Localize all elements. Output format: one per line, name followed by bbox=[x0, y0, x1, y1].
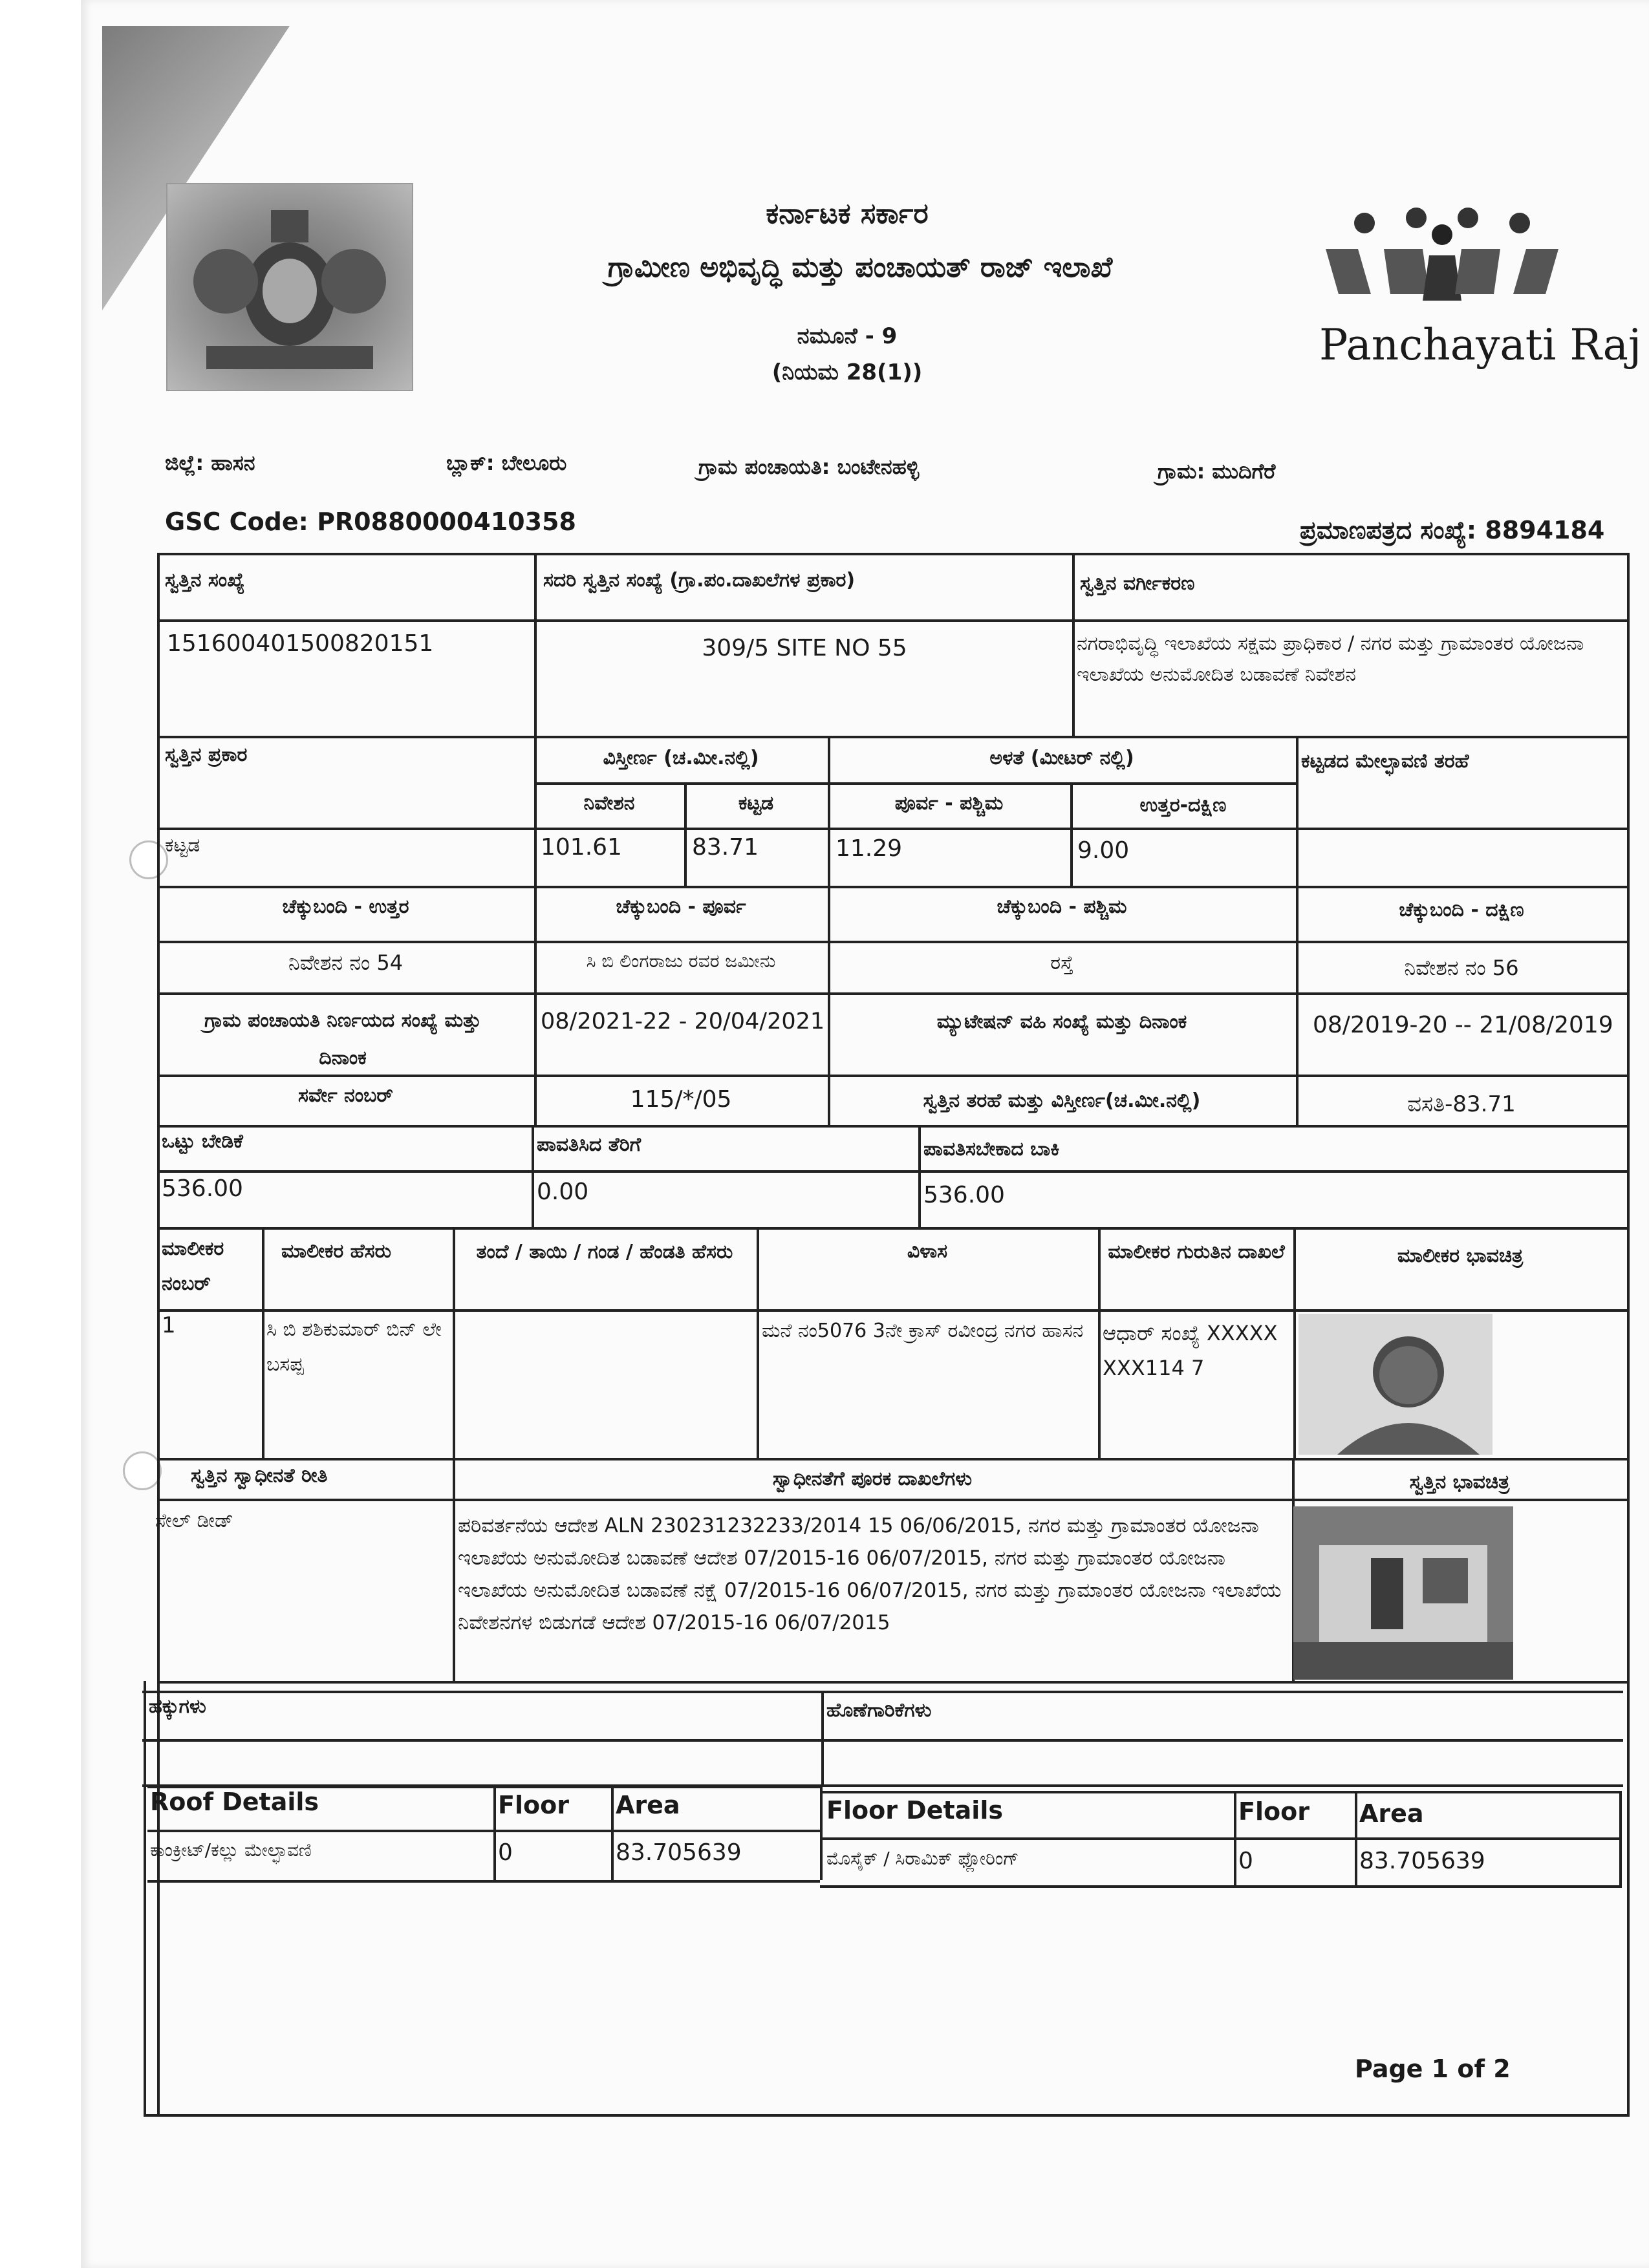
panchayati-raj-logo-text: Panchayati Raj bbox=[1319, 320, 1642, 370]
east-west-header: ಪೂರ್ವ - ಪಶ್ಚಿಮ bbox=[894, 792, 1004, 815]
page-number: Page 1 of 2 bbox=[1355, 2055, 1511, 2083]
id-proof-header: ಮಾಲೀಕರ ಗುರುತಿನ ದಾಖಲೆ bbox=[1108, 1241, 1285, 1263]
col-line bbox=[262, 1227, 264, 1458]
site-area: 101.61 bbox=[541, 834, 622, 861]
total-demand: 536.00 bbox=[162, 1175, 243, 1202]
row-line bbox=[157, 1458, 1630, 1460]
row-line bbox=[820, 1791, 1622, 1793]
village: ಗ್ರಾಮ: ಮುದಿಗೆರೆ bbox=[1158, 459, 1276, 484]
east-west-length: 11.29 bbox=[835, 835, 903, 862]
government-title: ಕರ್ನಾಟಕ ಸರ್ಕಾರ bbox=[766, 197, 929, 230]
col-line bbox=[1619, 1791, 1622, 1885]
row-line bbox=[147, 1880, 820, 1883]
owner-photo-header: ಮಾಲೀಕರ ಭಾವಚಿತ್ರ bbox=[1397, 1245, 1524, 1267]
owner-photo bbox=[1299, 1314, 1493, 1455]
department-title: ಗ್ರಾಮೀಣ ಅಭಿವೃದ್ಧಿ ಮತ್ತು ಪಂಚಾಯತ್ ರಾಜ್ ಇಲಾಖೆ bbox=[607, 251, 1113, 284]
property-id: 151600401500820151 bbox=[167, 630, 434, 657]
col-line bbox=[820, 1786, 823, 1880]
table-border-right bbox=[1627, 553, 1630, 2114]
row-line bbox=[157, 1499, 1630, 1501]
floor-details-header: Floor Details bbox=[826, 1796, 1003, 1824]
punch-hole bbox=[123, 1451, 162, 1490]
mutation-header: ಮ್ಯುಟೇಷನ್ ವಹಿ ಸಂಖ್ಯೆ ಮತ್ತು ದಿನಾಂಕ bbox=[936, 1011, 1187, 1033]
row-line bbox=[142, 1691, 1623, 1693]
owner-id-proof: ಆಧಾರ್ ಸಂಖ್ಯೆ XXXXXXXX114 7 bbox=[1103, 1321, 1278, 1380]
col-line bbox=[821, 1691, 824, 1784]
rule-number: (ನಿಯಮ 28(1)) bbox=[771, 359, 923, 385]
paid-tax: 0.00 bbox=[537, 1179, 589, 1205]
property-type-header: ಸ್ವತ್ತಿನ ಪ್ರಕಾರ bbox=[165, 744, 248, 766]
floor-area-header: Area bbox=[1359, 1799, 1424, 1828]
site-header: ನಿವೇಶನ bbox=[583, 792, 635, 815]
property-id-header: ಸ್ವತ್ತಿನ ಸಂಖ್ಯೆ bbox=[165, 569, 245, 592]
roof-type: ಕಾಂಕ್ರೀಟ್/ಕಲ್ಲು ಮೇಲ್ಛಾವಣಿ bbox=[150, 1839, 312, 1861]
row-line bbox=[157, 1681, 1630, 1684]
gram-panchayat: ಗ್ರಾಮ ಪಂಚಾಯತಿ: ಬಂಟೇನಹಳ್ಳಿ bbox=[698, 455, 920, 479]
west-boundary-header: ಚೆಕ್ಕುಬಂದಿ - ಪಶ್ಚಿಮ bbox=[997, 895, 1127, 918]
row-line bbox=[157, 1170, 1630, 1173]
sadari-number: 309/5 SITE NO 55 bbox=[702, 635, 907, 661]
col-line bbox=[493, 1786, 496, 1880]
row-line bbox=[142, 1739, 1623, 1742]
form-number: ನಮೂನೆ - 9 bbox=[797, 323, 898, 349]
south-boundary: ನಿವೇಶನ ನಂ 56 bbox=[1404, 956, 1519, 980]
col-line bbox=[611, 1786, 614, 1880]
certificate-number: ಪ್ರಮಾಣಪತ್ರದ ಸಂಖ್ಯೆ: 8894184 bbox=[1300, 516, 1605, 544]
block: ಬ್ಲಾಕ್: ಬೇಲೂರು bbox=[446, 451, 567, 475]
owner-name-header: ಮಾಲೀಕರ ಹೆಸರು bbox=[281, 1240, 392, 1263]
supporting-docs-header: ಸ್ವಾಧೀನತೆಗೆ ಪೂರಕ ದಾಖಲೆಗಳು bbox=[772, 1468, 973, 1490]
acquisition-mode: ಸೇಲ್ ಡೀಡ್ bbox=[155, 1510, 233, 1532]
classification-header: ಸ್ವತ್ತಿನ ವರ್ಗೀಕರಣ bbox=[1080, 572, 1195, 595]
building-header: ಕಟ್ಟಡ bbox=[738, 792, 774, 815]
district: ಜಿಲ್ಲೆ: ಹಾಸನ bbox=[165, 451, 255, 475]
due-balance: 536.00 bbox=[923, 1182, 1005, 1208]
south-boundary-header: ಚೆಕ್ಕುಬಂದಿ - ದಕ್ಷಿಣ bbox=[1399, 899, 1524, 921]
property-photo-header: ಸ್ವತ್ತಿನ ಭಾವಚಿತ್ರ bbox=[1409, 1471, 1510, 1493]
row-line bbox=[157, 886, 1630, 888]
karnataka-emblem-icon bbox=[166, 183, 413, 391]
owner-number-header: ಮಾಲೀಕರ ನಂಬರ್ bbox=[162, 1237, 224, 1295]
row-line bbox=[157, 1125, 1630, 1128]
paid-tax-header: ಪಾವತಿಸಿದ ತೆರಿಗೆ bbox=[537, 1133, 641, 1156]
liabilities-header: ಹೊಣೆಗಾರಿಕೆಗಳು bbox=[826, 1699, 932, 1722]
north-south-length: 9.00 bbox=[1077, 837, 1130, 864]
parent-name-header: ತಂದೆ / ತಾಯಿ / ಗಂಡ / ಹೆಂಡತಿ ಹೆಸರು bbox=[476, 1241, 733, 1263]
east-boundary-header: ಚೆಕ್ಕುಬಂದಿ - ಪೂರ್ವ bbox=[616, 895, 746, 918]
flooring-type: ಮೊಸೈಕ್ / ಸಿರಾಮಿಕ್ ಫ್ಲೋರಿಂಗ್ bbox=[826, 1848, 1019, 1869]
row-line bbox=[157, 1309, 1630, 1312]
col-line bbox=[532, 1125, 534, 1227]
row-line bbox=[157, 736, 1630, 738]
sadari-header: ಸದರಿ ಸ್ವತ್ತಿನ ಸಂಖ್ಯೆ (ಗ್ರಾ.ಪಂ.ದಾಖಲೆಗಳ ಪ್ರಕಾರ) bbox=[543, 569, 856, 592]
roof-details-header: Roof Details bbox=[150, 1788, 319, 1816]
mutation-number: 08/2019-20 -- 21/08/2019 bbox=[1313, 1012, 1613, 1038]
row-line bbox=[157, 1227, 1630, 1230]
col-line bbox=[1072, 553, 1075, 736]
gsc-code: GSC Code: PR0880000410358 bbox=[165, 508, 576, 536]
north-boundary-header: ಚೆಕ್ಕುಬಂದಿ - ಉತ್ತರ bbox=[282, 895, 409, 918]
row-line bbox=[147, 1830, 820, 1832]
row-line bbox=[820, 1837, 1622, 1840]
roof-floor-header: Floor bbox=[498, 1791, 569, 1819]
col-line bbox=[1355, 1791, 1357, 1885]
gp-resolution: 08/2021-22 - 20/04/2021 bbox=[541, 1009, 825, 1034]
acquisition-mode-header: ಸ್ವತ್ತಿನ ಸ್ವಾಧೀನತೆ ರೀತಿ bbox=[191, 1464, 328, 1487]
table-bottom-border bbox=[144, 2114, 1630, 2117]
col-line bbox=[453, 1227, 455, 1458]
measurement-header: ಅಳತೆ (ಮೀಟರ್ ನಲ್ಲಿ) bbox=[989, 747, 1134, 769]
row-line bbox=[157, 992, 1630, 995]
col-line bbox=[1234, 1791, 1236, 1885]
owner-name: ಸಿ ಬಿ ಶಶಿಕುಮಾರ್ ಬಿನ್ ಲೇ ಬಸಪ್ಪ bbox=[266, 1318, 442, 1376]
row-line bbox=[157, 553, 1630, 555]
row-line bbox=[820, 1885, 1622, 1888]
row-line bbox=[157, 828, 1630, 830]
panchayati-raj-logo-icon bbox=[1313, 204, 1571, 320]
col-line bbox=[1296, 736, 1299, 886]
building-area: 83.71 bbox=[692, 834, 759, 861]
row-line bbox=[157, 941, 1630, 943]
kind-area: ವಸತಿ-83.71 bbox=[1407, 1091, 1516, 1117]
address-header: ವಿಳಾಸ bbox=[907, 1240, 948, 1263]
owner-address: ಮನೆ ನಂ5076 3ನೇ ಕ್ರಾಸ್ ರವೀಂದ್ರ ನಗರ ಹಾಸನ bbox=[762, 1320, 1084, 1342]
rights-header: ಹಕ್ಕುಗಳು bbox=[149, 1695, 206, 1718]
kind-area-header: ಸ್ವತ್ತಿನ ತರಹೆ ಮತ್ತು ವಿಸ್ತೀರ್ಣ(ಚ.ಮೀ.ನಲ್ಲಿ) bbox=[923, 1089, 1201, 1112]
roof-type-header: ಕಟ್ಟಡದ ಮೇಲ್ಛಾವಣಿ ತರಹೆ bbox=[1301, 750, 1469, 773]
survey-number: 115/*/05 bbox=[630, 1086, 732, 1113]
row-line bbox=[157, 619, 1630, 622]
punch-hole bbox=[129, 840, 168, 879]
due-balance-header: ಪಾವತಿಸಬೇಕಾದ ಬಾಕಿ bbox=[923, 1138, 1060, 1161]
north-boundary: ನಿವೇಶನ ನಂ 54 bbox=[288, 950, 404, 975]
owner-number: 1 bbox=[162, 1312, 176, 1338]
property-photo bbox=[1293, 1506, 1513, 1680]
flooring-floor: 0 bbox=[1238, 1848, 1253, 1874]
row-line bbox=[534, 782, 1297, 785]
area-header: ವಿಸ್ತೀರ್ಣ (ಚ.ಮೀ.ನಲ್ಲಿ) bbox=[603, 747, 759, 769]
total-demand-header: ಒಟ್ಟು ಬೇಡಿಕೆ bbox=[162, 1130, 243, 1153]
roof-area-header: Area bbox=[616, 1791, 680, 1819]
col-line bbox=[918, 1125, 921, 1227]
floor-floor-header: Floor bbox=[1238, 1797, 1310, 1826]
col-line bbox=[144, 1681, 146, 2115]
north-south-header: ಉತ್ತರ-ದಕ್ಷಿಣ bbox=[1139, 794, 1227, 817]
roof-area: 83.705639 bbox=[616, 1839, 742, 1866]
west-boundary: ರಸ್ತೆ bbox=[1050, 952, 1073, 974]
col-line bbox=[453, 1458, 455, 1681]
survey-header: ಸರ್ವೇ ನಂಬರ್ bbox=[298, 1084, 393, 1107]
roof-floor: 0 bbox=[498, 1839, 513, 1866]
flooring-area: 83.705639 bbox=[1359, 1848, 1485, 1874]
property-type: ಕಟ್ಟಡ bbox=[165, 834, 200, 857]
east-boundary: ಸಿ ಬಿ ಲಿಂಗರಾಜು ರವರ ಜಮೀನು bbox=[586, 950, 776, 972]
gp-resolution-header: ಗ್ರಾಮ ಪಂಚಾಯತಿ ನಿರ್ಣಯದ ಸಂಖ್ಯೆ ಮತ್ತು ದಿನಾಂಕ bbox=[204, 1009, 481, 1069]
classification-value: ನಗರಾಭಿವೃದ್ಧಿ ಇಲಾಖೆಯ ಸಕ್ಷಮ ಪ್ರಾಧಿಕಾರ / ನಗರ ಮತ್ತು ಗ್ರಾಮಾಂತರ ಯೋಜನಾ ಇಲಾಖೆಯ ಅನುಮೋದಿತ ಬಡಾವಣೆ ನಿವೇಶನ bbox=[1077, 632, 1584, 686]
col-line bbox=[1098, 1227, 1101, 1458]
supporting-docs: ಪರಿವರ್ತನೆಯ ಆದೇಶ ALN 230231232233/2014 15 06/06/2015, ನಗರ ಮತ್ತು ಗ್ರಾಮಾಂತರ ಯೋಜನಾ ಇಲಾಖೆಯ ಅನುಮೋದಿತ ಬಡಾವಣೆ ಆದೇಶ 07/2015-16 06/07/2015, ನಗರ ಮತ್ತು ಗ್ರಾಮಾಂತರ ಯೋಜನಾ ಇಲಾಖೆಯ ಅನುಮೋದಿತ ಬಡಾವಣೆ ನಕ್ಷೆ 07/2015-16 06/07/2015, ನಗರ ಮತ್ತು ಗ್ರಾಮಾಂತರ ಯೋಜನಾ ಇಲಾಖೆಯ ನಿವೇಶನಗಳ ಬಿಡುಗಡೆ ಆದೇಶ 07/2015-16 06/07/2015 bbox=[458, 1514, 1282, 1634]
